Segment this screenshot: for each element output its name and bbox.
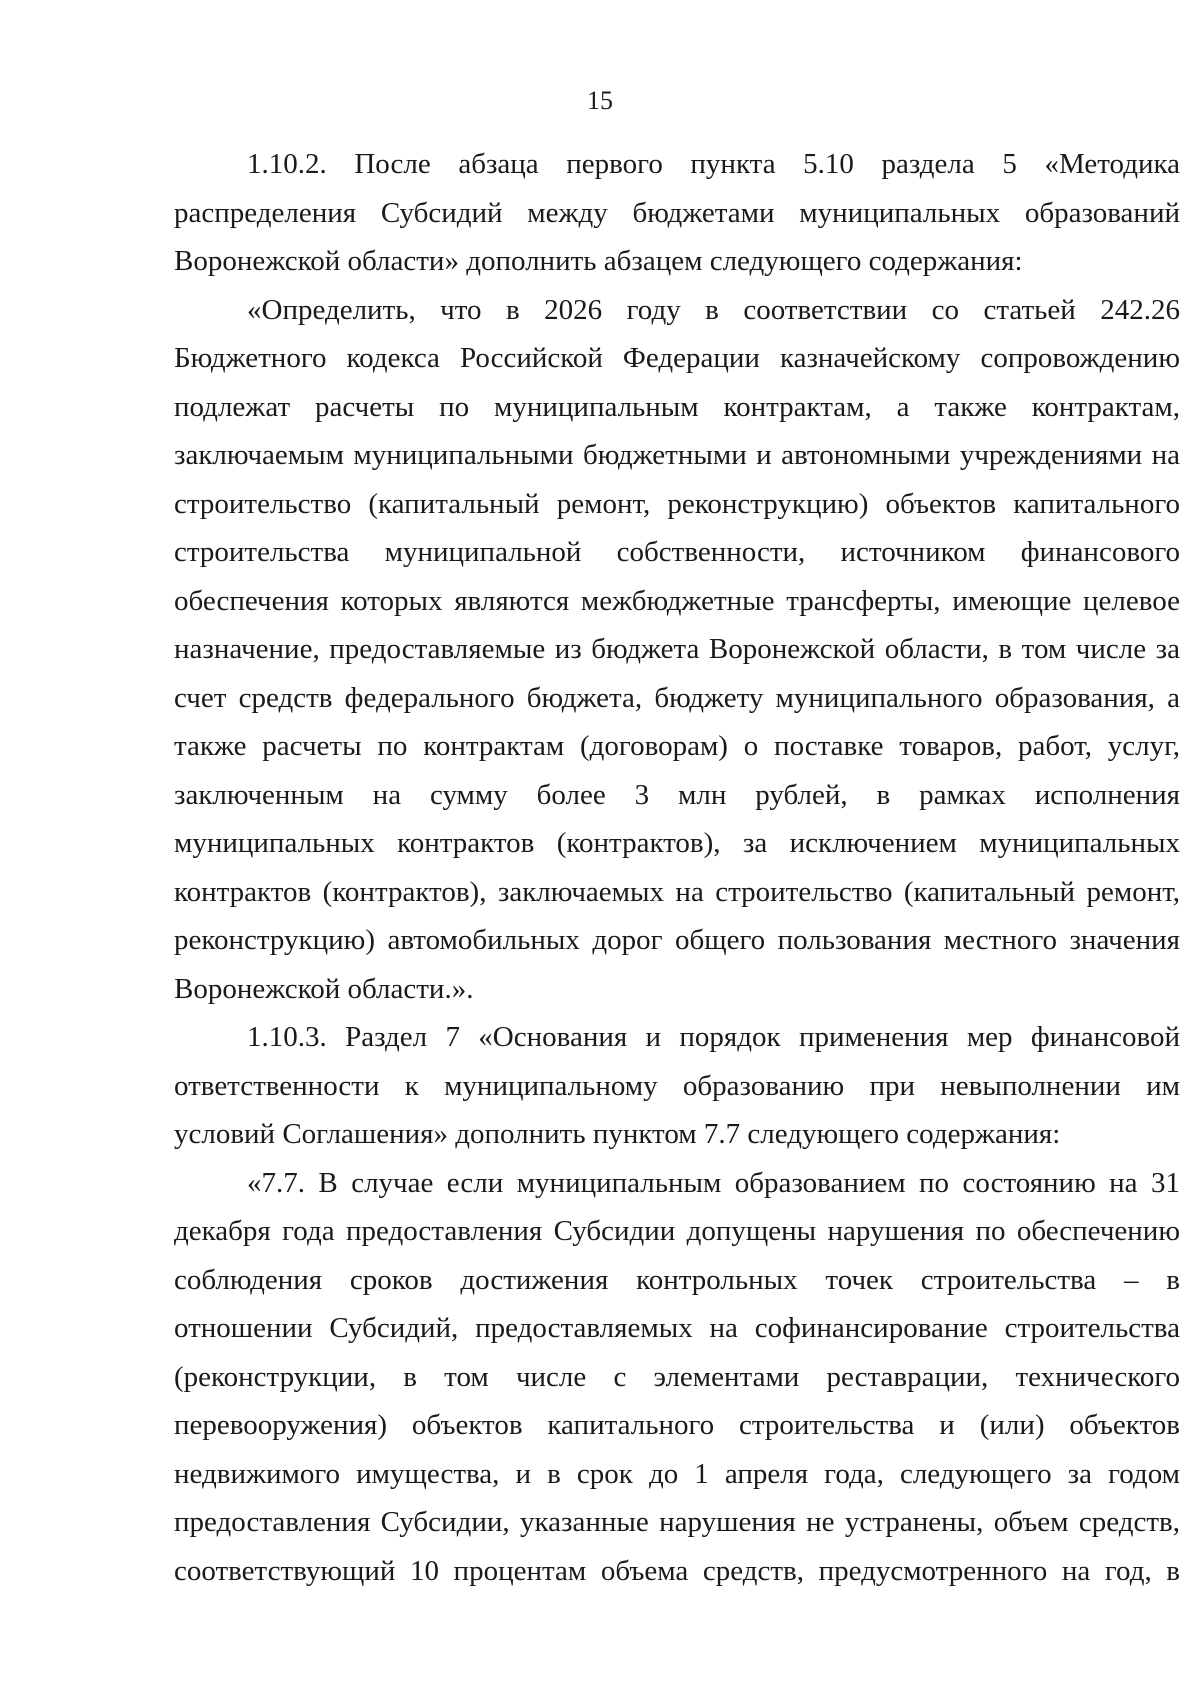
text-line: Воронежской области.». [174, 972, 474, 1005]
page-number: 15 [587, 86, 613, 115]
text-line: счет средств федерального бюджета, бюджету муниципального образования, а [174, 681, 1180, 714]
document-body [174, 140, 1180, 1595]
text-line: строительства муниципальной собственности, источником финансового [174, 536, 1180, 568]
text-line: «7.7. В случае если муниципальным образованием по состоянию на 31 [247, 1166, 1180, 1199]
text-line: отношении Субсидий, предоставляемых на софинансирование строительства [174, 1312, 1180, 1344]
text-line: заключаемым муниципальными бюджетными и автономными учреждениями на [174, 439, 1180, 471]
text-line: (реконструкции, в том числе с элементами реставрации, технического [174, 1360, 1180, 1393]
text-line: ответственности к муниципальному образованию при невыполнении им [174, 1069, 1180, 1102]
text-line: строительство (капитальный ремонт, реконструкцию) объектов капитального [174, 487, 1180, 520]
text-line: назначение, предоставляемые из бюджета Воронежской области, в том числе за [174, 633, 1180, 665]
text-line: распределения Субсидий между бюджетами муниципальных образований [174, 196, 1180, 229]
text-line: Бюджетного кодекса Российской Федерации казначейскому сопровождению [174, 342, 1180, 374]
text-line: перевооружения) объектов капитального строительства и (или) объектов [174, 1409, 1180, 1441]
text-line: 1.10.3. Раздел 7 «Основания и порядок применения мер финансовой [247, 1021, 1180, 1053]
text-line: соблюдения сроков достижения контрольных точек строительства – в [174, 1263, 1180, 1296]
text-line: Воронежской области» дополнить абзацем следующего содержания: [174, 245, 1023, 277]
text-line: контрактов (контрактов), заключаемых на строительство (капитальный ремонт, [174, 875, 1180, 908]
text-line: муниципальных контрактов (контрактов), за исключением муниципальных [174, 827, 1180, 859]
text-line: «Определить, что в 2026 году в соответствии со статьей 242.26 [247, 293, 1180, 326]
text-line: подлежат расчеты по муниципальным контрактам, а также контрактам, [174, 390, 1180, 423]
text-line: декабря года предоставления Субсидии допущены нарушения по обеспечению [174, 1215, 1180, 1247]
text-line: условий Соглашения» дополнить пунктом 7.7 следующего содержания: [174, 1118, 1061, 1150]
text-line: реконструкцию) автомобильных дорог общего пользования местного значения [174, 924, 1180, 956]
text-line: 1.10.2. После абзаца первого пункта 5.10 раздела 5 «Методика [247, 148, 1180, 180]
text-line: недвижимого имущества, и в срок до 1 апреля года, следующего за годом [174, 1457, 1180, 1490]
text-line: обеспечения которых являются межбюджетные трансферты, имеющие целевое [174, 584, 1180, 617]
text-line: предоставления Субсидии, указанные нарушения не устранены, объем средств, [174, 1506, 1180, 1538]
text-line: также расчеты по контрактам (договорам) о поставке товаров, работ, услуг, [174, 730, 1180, 762]
text-line: заключенным на сумму более 3 млн рублей, в рамках исполнения [174, 778, 1180, 811]
text-line: соответствующий 10 процентам объема средств, предусмотренного на год, в [174, 1554, 1180, 1587]
